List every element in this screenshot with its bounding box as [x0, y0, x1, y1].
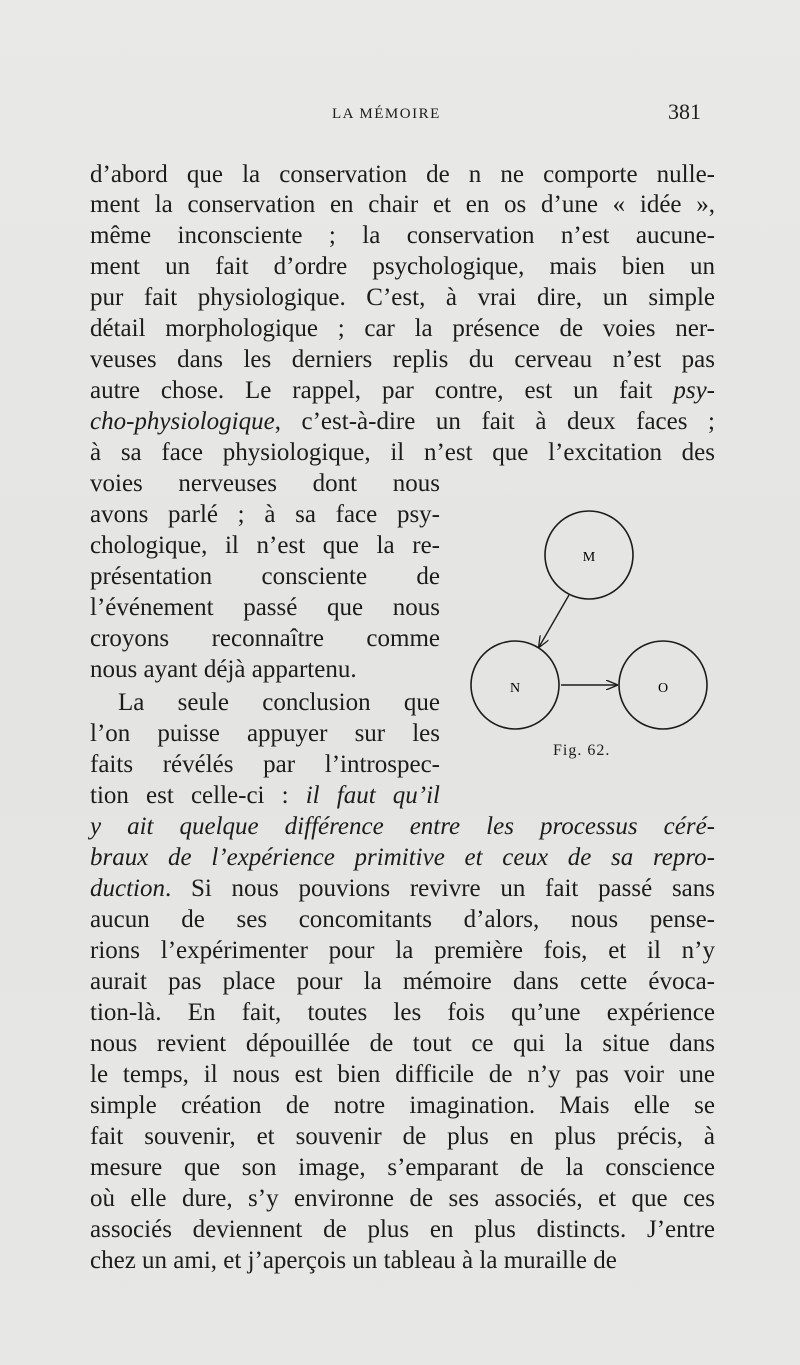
- text-line: où elle dure, s’y environne de ses associés, et que ces: [90, 1185, 715, 1212]
- text-line: autre chose. Le rappel, par contre, est un fait psy-: [90, 377, 715, 404]
- text-line: le temps, il nous est bien difficile de n’y pas voir une: [90, 1061, 715, 1088]
- running-head-title: LA MÉMOIRE: [332, 106, 441, 122]
- text-line: ment la conservation en chair et en os d’une « idée »,: [90, 191, 715, 218]
- node-n: [471, 641, 559, 729]
- arrow-m-to-n: [539, 595, 569, 647]
- text-line: ment un fait d’ordre psychologique, mais bien un: [90, 253, 715, 280]
- text-line: chez un ami, et j’aperçois un tableau à la muraille de: [90, 1247, 617, 1274]
- text-line: y ait quelque différence entre les processus céré-: [90, 813, 715, 840]
- text-line: faits révélés par l’introspec-: [90, 751, 440, 778]
- text-line: aucun de ses concomitants d’alors, nous pense-: [90, 906, 715, 933]
- text-line: l’événement passé que nous: [90, 594, 440, 621]
- text-line: tion est celle-ci : il faut qu’il: [90, 782, 440, 809]
- text-line: duction. Si nous pouvions revivre un fait passé sans: [90, 875, 715, 902]
- text-line: l’on puisse appuyer sur les: [90, 720, 440, 747]
- text-line: associés deviennent de plus en plus distincts. J’entre: [90, 1216, 715, 1243]
- text-line: avons parlé ; à sa face psy-: [90, 501, 440, 528]
- node-m-label: M: [582, 550, 596, 565]
- text-line: simple création de notre imagination. Mais elle se: [90, 1092, 715, 1119]
- text-line: La seule conclusion que: [118, 689, 440, 716]
- text-line: tion-là. En fait, toutes les fois qu’une expérience: [90, 999, 715, 1026]
- text-line: voies nerveuses dont nous: [90, 470, 440, 497]
- text-line: chologique, il n’est que la re-: [90, 532, 440, 559]
- text-line: d’abord que la conservation de n ne comporte nulle-: [90, 161, 715, 188]
- figure-caption: Fig. 62.: [553, 742, 611, 759]
- node-o-label: O: [657, 681, 669, 696]
- text-line: braux de l’expérience primitive et ceux de sa repro-: [90, 844, 715, 871]
- node-o: [619, 641, 707, 729]
- text-line: nous revient dépouillée de tout ce qui la situe dans: [90, 1030, 715, 1057]
- figure-62-diagram: [465, 505, 720, 775]
- node-n-label: N: [509, 681, 521, 696]
- text-line: nous ayant déjà appartenu.: [90, 656, 357, 683]
- text-line: aurait pas place pour la mémoire dans cette évoca-: [90, 968, 715, 995]
- text-line: cho-physiologique, c’est-à-dire un fait à deux faces ;: [90, 408, 715, 435]
- text-line: veuses dans les derniers replis du cerveau n’est pas: [90, 346, 715, 373]
- text-line: croyons reconnaître comme: [90, 625, 440, 652]
- text-line: mesure que son image, s’emparant de la conscience: [90, 1154, 715, 1181]
- text-line: fait souvenir, et souvenir de plus en plus précis, à: [90, 1123, 715, 1150]
- node-m: [545, 511, 633, 599]
- text-line: à sa face physiologique, il n’est que l’excitation des: [90, 439, 715, 466]
- text-line: même inconsciente ; la conservation n’est aucune-: [90, 222, 715, 249]
- text-line: rions l’expérimenter pour la première fois, et il n’y: [90, 937, 715, 964]
- text-line: détail morphologique ; car la présence de voies ner-: [90, 315, 715, 342]
- text-line: présentation consciente de: [90, 563, 440, 590]
- text-line: pur fait physiologique. C’est, à vrai dire, un simple: [90, 284, 715, 311]
- page-number: 381: [668, 99, 701, 124]
